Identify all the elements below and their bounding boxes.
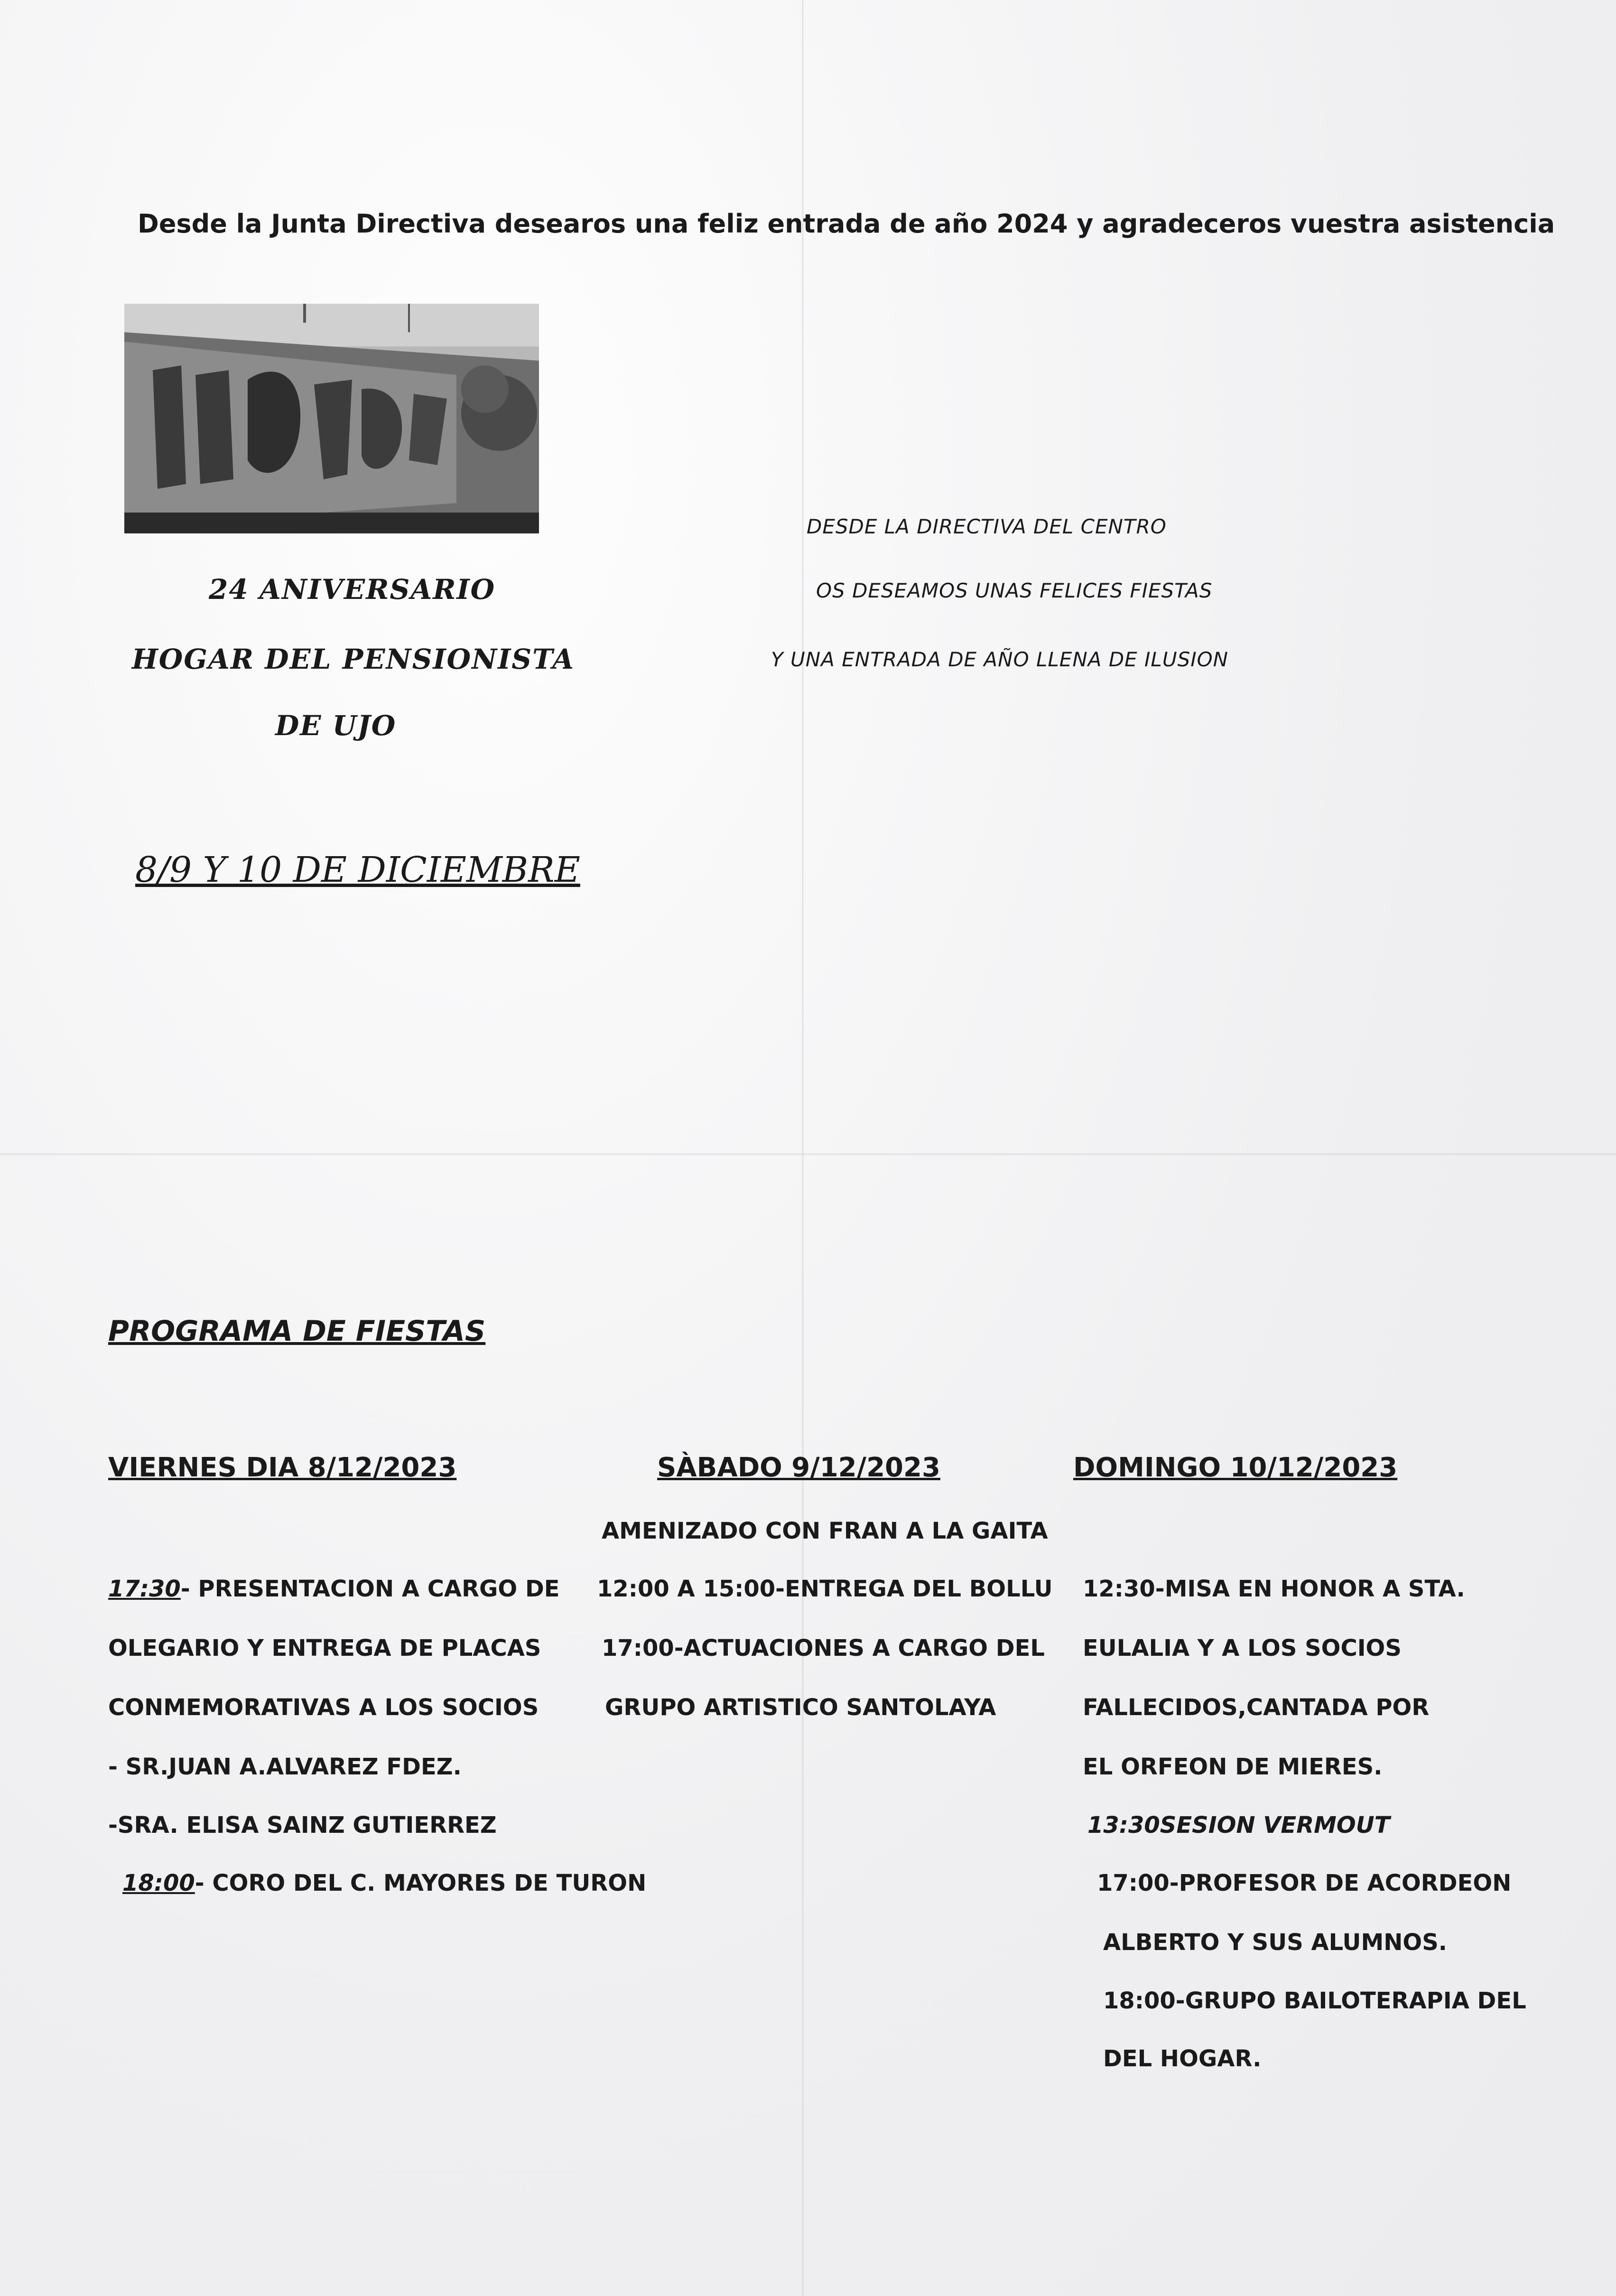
- event-dates: 8/9 Y 10 DE DICIEMBRE: [135, 849, 580, 890]
- greeting-line-1: DESDE LA DIRECTIVA DEL CENTRO: [807, 515, 1167, 538]
- time-1730: 17:30: [108, 1576, 181, 1602]
- anniversary-title: 24 ANIVERSARIO: [209, 573, 496, 606]
- domingo-line-2: EULALIA Y A LOS SOCIOS: [1083, 1635, 1402, 1661]
- domingo-line-4: EL ORFEON DE MIERES.: [1083, 1754, 1383, 1780]
- viernes-line-5: -SRA. ELISA SAINZ GUTIERREZ: [108, 1812, 497, 1839]
- viernes-line-3: CONMEMORATIVAS A LOS SOCIOS: [108, 1694, 539, 1721]
- graffiti-photo-icon: [124, 304, 539, 533]
- fold-crease-vertical: [802, 0, 804, 2296]
- sabado-line-4: GRUPO ARTISTICO SANTOLAYA: [605, 1694, 996, 1721]
- greeting-line-2: OS DESEAMOS UNAS FELICES FIESTAS: [816, 579, 1213, 602]
- viernes-line-4: - SR.JUAN A.ALVAREZ FDEZ.: [108, 1754, 462, 1780]
- domingo-heading: DOMINGO 10/12/2023: [1073, 1452, 1398, 1483]
- intro-text: Desde la Junta Directiva desearos una feliz entrada de año 2024 y agradeceros vuestra asistencia: [138, 209, 1555, 239]
- viernes-line-6: [122, 1870, 646, 1896]
- viernes-text-6: - CORO DEL C. MAYORES DE TURON: [195, 1870, 647, 1896]
- de-ujo-title: DE UJO: [275, 709, 397, 742]
- domingo-line-6: 17:00-PROFESOR DE ACORDEON: [1097, 1870, 1512, 1896]
- greeting-line-3: Y UNA ENTRADA DE AÑO LLENA DE ILUSION: [771, 648, 1229, 671]
- time-1800: 18:00: [122, 1870, 195, 1896]
- hogar-title: HOGAR DEL PENSIONISTA: [132, 643, 575, 675]
- program-title: PROGRAMA DE FIESTAS: [108, 1315, 486, 1348]
- graffiti-wall-photo: [124, 304, 539, 533]
- viernes-text-1: - PRESENTACION A CARGO DE: [180, 1576, 560, 1602]
- domingo-line-9: DEL HOGAR.: [1103, 2045, 1262, 2072]
- viernes-line-1: [108, 1576, 560, 1602]
- viernes-line-2: OLEGARIO Y ENTREGA DE PLACAS: [108, 1635, 541, 1661]
- fold-crease-horizontal: [0, 1153, 1616, 1155]
- viernes-heading: VIERNES DIA 8/12/2023: [108, 1452, 457, 1483]
- sabado-line-1: AMENIZADO CON FRAN A LA GAITA: [602, 1518, 1048, 1544]
- domingo-line-1: 12:30-MISA EN HONOR A STA.: [1083, 1576, 1465, 1602]
- domingo-line-7: ALBERTO Y SUS ALUMNOS.: [1103, 1929, 1448, 1956]
- sabado-heading: SÀBADO 9/12/2023: [657, 1452, 940, 1483]
- domingo-line-5: 13:30SESION VERMOUT: [1087, 1812, 1390, 1839]
- domingo-line-3: FALLECIDOS,CANTADA POR: [1083, 1694, 1430, 1721]
- sabado-line-3: 17:00-ACTUACIONES A CARGO DEL: [602, 1635, 1045, 1661]
- sabado-line-2: 12:00 A 15:00-ENTREGA DEL BOLLU: [597, 1576, 1053, 1602]
- domingo-line-8: 18:00-GRUPO BAILOTERAPIA DEL: [1103, 1988, 1526, 2014]
